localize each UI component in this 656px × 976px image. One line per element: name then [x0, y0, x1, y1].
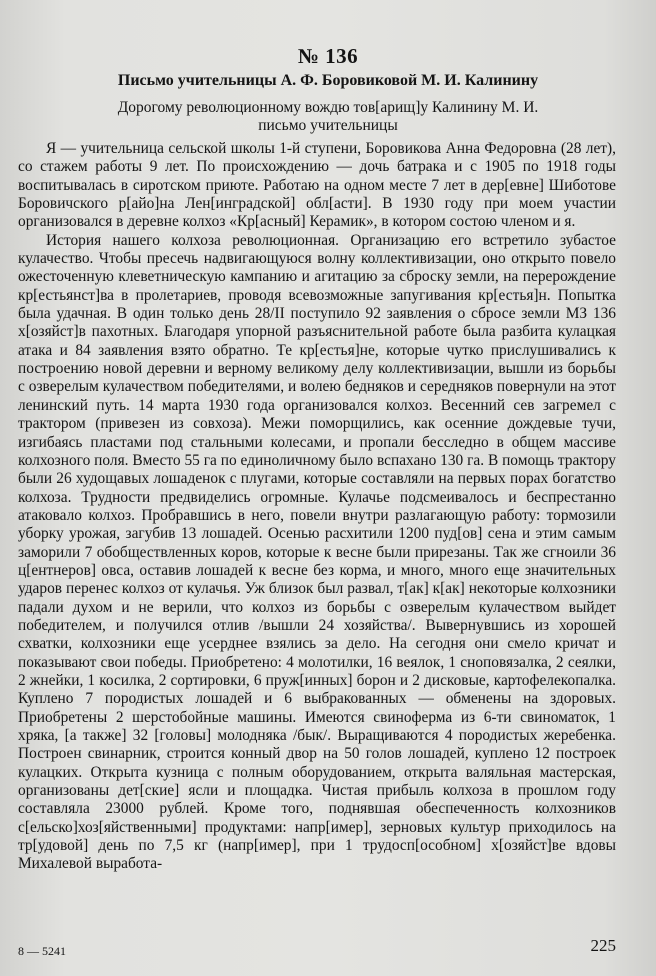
letter-addressee — [0, 99, 656, 135]
document-title: Письмо учительницы А. Ф. Боровиковой М. И. Калинину — [117, 72, 539, 89]
paragraph-2: История нашего колхоза революционная. Организацию его встретило зубастое кулачество. Чтобы пресечь надвигающуюся волну коллективизации, оно открыто повело ожесточенную клеветническую кампанию и агитацию за сброску земли, на перерождение кр[естьянст]ва в пролетариев, проводя всевозможные запугивания кр[естья]н. Попытка была удачная. В один только день 28/II поступило 92 заявления о сбросе земли МЗ 136 х[озяйст]в пахотных. Благодаря упорной разъяснительной работе была разбита кулацкая атака и 84 заявления взято обратно. Те кр[естья]не, которые чутко прислушивались к построению новой деревни и верному великому делу коллективизации, вышли из борьбы с озверелым кулачеством победителями, и волею бедняков и середняков повернули на этот ленинский путь. 14 марта 1930 года организовался колхоз. Весенний сев загремел с трактором (привезен из совхоза). Межи поморщились, как осенние дождевые тучи, изгибаясь пластами под стальными колесами, и пропали бесследно в общем массиве колхозного поля. Вместо 55 га по единоличному было вспахано 130 га. В помощь трактору были 26 худощавых лошаденок с плугами, которые составляли на первых порах богатство колхоза. Трудности предвиделись огромные. Кулачье подсмеивалось и беспрестанно атаковало колхоз. Пробравшись в него, повели внутри разлагающую работу: тормозили уборку урожая, загубив 13 лошадей. Осенью расхитили 1200 пуд[ов] сена и этим самым заморили 7 обобществленных коров, которые к весне были прирезаны. Так же сгноили 36 ц[ентнеров] овса, оставив лошадей к весне без корма, и много, много еще значительных ударов перенес колхоз от кулачья. Уж близок был развал, т[ак] к[ак] некоторые колхозники падали духом и не верили, что колхоз из борьбы с озверелым кулачеством выйдет победителем, и получился отлив /вышли 24 хозяйства/. Вывернувшись из хорошей схватки, колхозники еще усерднее взялись за дело. На сегодня они смело кричат и показывают свои победы. Приобретено: 4 молотилки, 16 веялок, 1 сноповязалка, 2 сеялки, 2 жнейки, 1 косилка, 2 сортировки, 6 пруж[инных] борон и 2 дисковые, картофелекопалка. Куплено 7 породистых лошадей и 6 выбракованных — обменены на здоровых. Приобретены 2 шерстобойные машины. Имеются свиноферма из 6-ти свиноматок, 1 хряка, [а также] 32 [головы] молодняка /бык/. Выращиваются 4 породистых жеребенка. Построен свинарник, строится конный двор на 50 голов лошадей, куплено 12 построек кулацких. Открыта кузница с полным оборудованием, открыта валяльная мастерская, организованы дет[ские] ясли и площадка. Чистая прибыль колхоза в прошлом году составляла 23000 рублей. Кроме того, поднявшая обеспеченность колхозников с[ельско]хоз[яйственными] продуктами: напр[имер], зерновых культур приходилось на тр[удовой] день по 7,5 кг (напр[имер], при 1 трудосп[особном] х[озяйст]ве вдовы Михалевой выработа- — [18, 231, 616, 873]
printer-signature-code: 8 — 5241 — [18, 944, 66, 958]
paragraph-1: Я — учительница сельской школы 1-й ступени, Боровикова Анна Федоровна (28 лет), со стажем работы 9 лет. По происхождению — дочь батрака и с 1905 по 1918 годы воспитывалась в сиротском приюте. Работаю на одном месте 7 лет в дер[евне] Шиботове Боровичского р[айо]на Лен[инградской] обл[асти]. В 1930 году при моем участии организовался в деревне колхоз «Кр[асный] Керамик», в котором состою членом и я. — [18, 140, 616, 231]
document-number: № 136 — [297, 44, 359, 68]
letter-body — [18, 140, 616, 874]
addressee-subtitle: письмо учительницы — [258, 117, 398, 134]
page-number: 225 — [590, 936, 616, 955]
addressee-line: Дорогому революционному вождю тов[арищ]у Калинину М. И. — [117, 99, 539, 116]
